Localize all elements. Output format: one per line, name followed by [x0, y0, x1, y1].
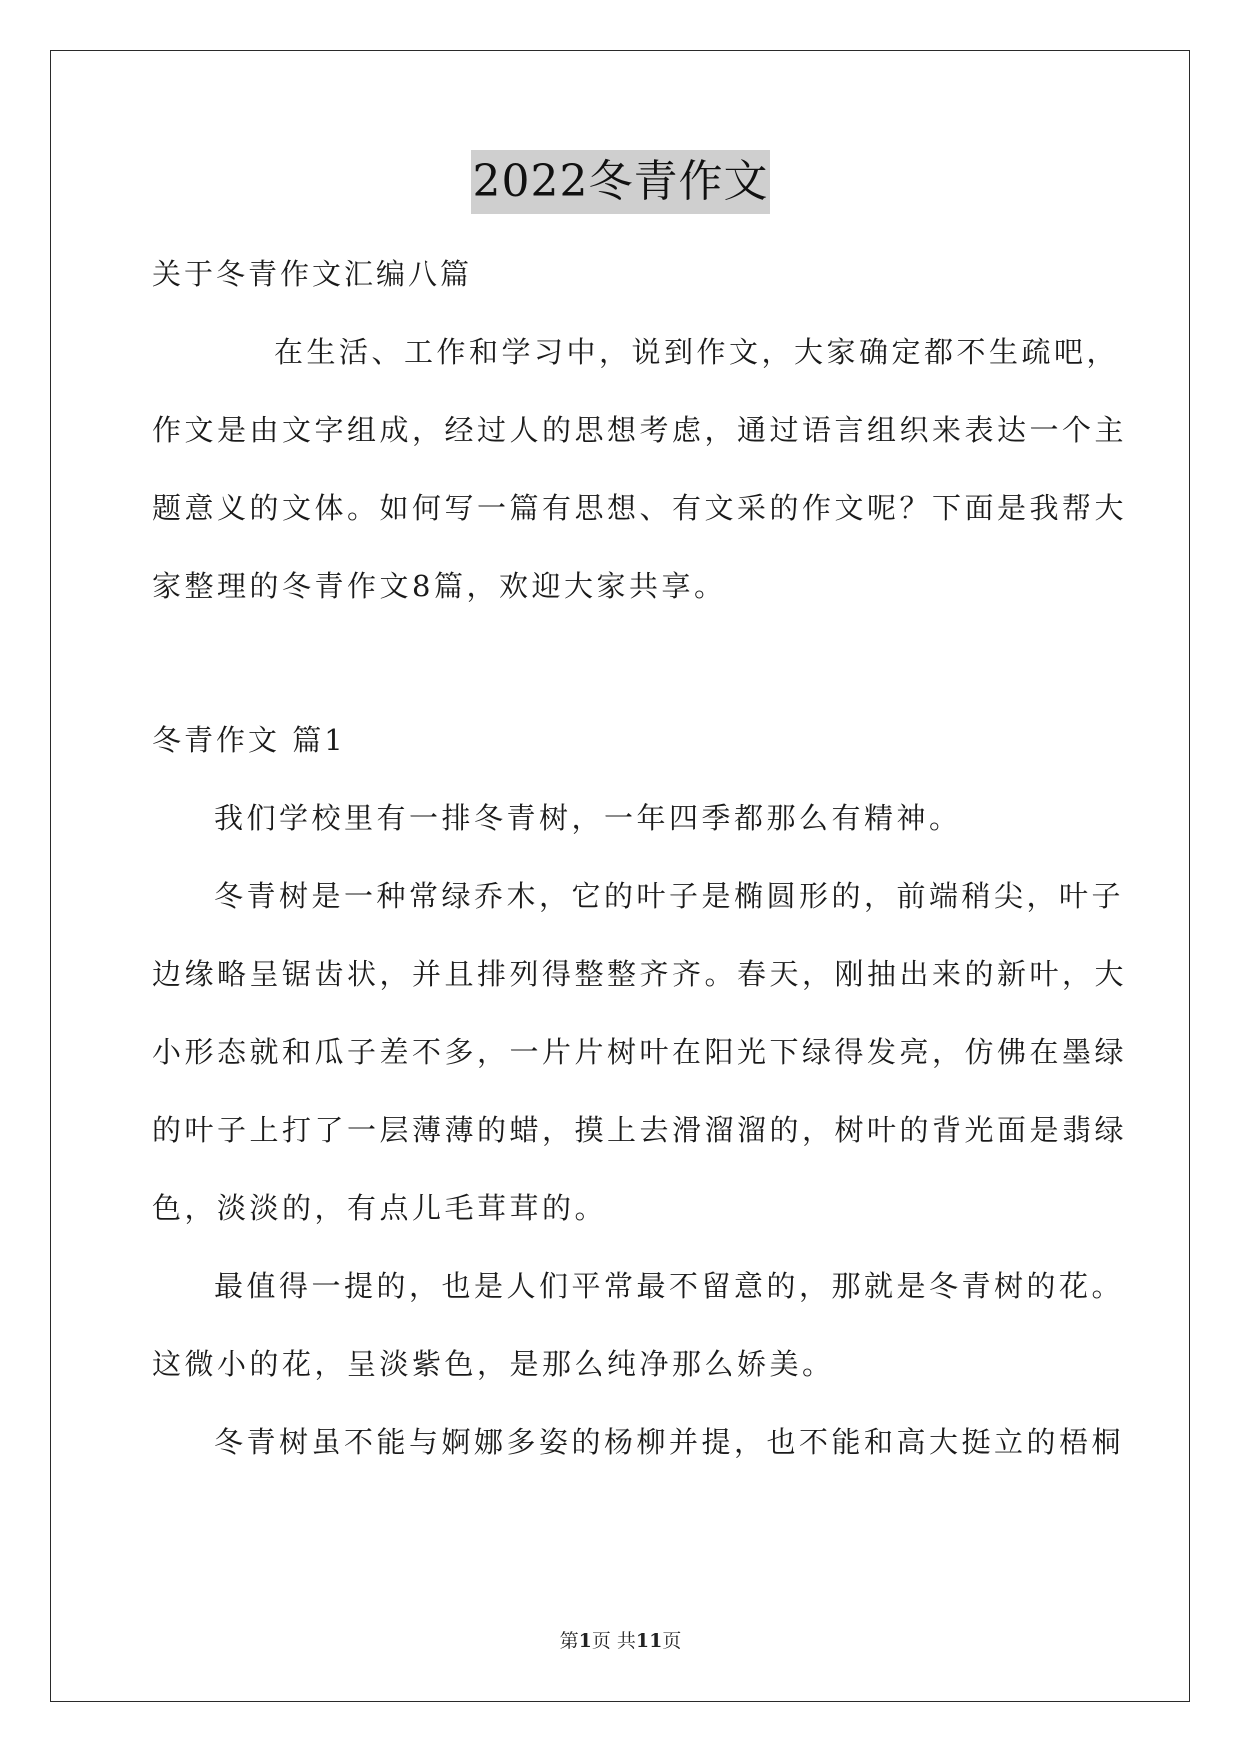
- footer-page-number: 1: [578, 1630, 592, 1652]
- paragraph-line: 的叶子上打了一层薄薄的蜡，摸上去滑溜溜的，树叶的背光面是翡绿: [152, 1113, 1128, 1147]
- footer-page-mid: 页 共: [591, 1630, 636, 1652]
- paragraph-line: 边缘略呈锯齿状，并且排列得整整齐齐。春天，刚抽出来的新叶，大: [152, 957, 1128, 991]
- footer-page-total: 11: [635, 1630, 663, 1652]
- paragraph-line: 我们学校里有一排冬青树，一年四季都那么有精神。: [214, 801, 962, 835]
- paragraph-line: 这微小的花，呈淡紫色，是那么纯净那么娇美。: [152, 1347, 835, 1381]
- paragraph-line: 色，淡淡的，有点儿毛茸茸的。: [152, 1191, 608, 1225]
- document-title: 2022冬青作文: [471, 150, 771, 214]
- document-body: [152, 235, 1128, 1481]
- title-wrapper: [0, 150, 1241, 214]
- section-spacer: [152, 625, 1092, 701]
- footer-page-prefix: 第: [559, 1630, 579, 1652]
- section-heading: 冬青作文 篇1: [152, 723, 346, 757]
- paragraph-line: 冬青树是一种常绿乔木，它的叶子是椭圆形的，前端稍尖，叶子: [214, 879, 1125, 913]
- paragraph-line: 冬青树虽不能与婀娜多姿的杨柳并提，也不能和高大挺立的梧桐: [214, 1425, 1125, 1459]
- intro-line: 家整理的冬青作文8篇，欢迎大家共享。: [152, 569, 727, 603]
- intro-line: 作文是由文字组成，经过人的思想考虑，通过语言组织来表达一个主: [152, 413, 1128, 447]
- paragraph-line: 最值得一提的，也是人们平常最不留意的，那就是冬青树的花。: [214, 1269, 1125, 1303]
- document-subtitle: 关于冬青作文汇编八篇: [152, 257, 473, 291]
- paragraph-line: 小形态就和瓜子差不多，一片片树叶在阳光下绿得发亮，仿佛在墨绿: [152, 1035, 1128, 1069]
- footer-page-suffix: 页: [662, 1630, 682, 1652]
- intro-line: 题意义的文体。如何写一篇有思想、有文采的作文呢？下面是我帮大: [152, 491, 1128, 525]
- page-footer: [0, 1626, 1241, 1653]
- intro-line: 在生活、工作和学习中，说到作文，大家确定都不生疏吧，: [274, 335, 1120, 369]
